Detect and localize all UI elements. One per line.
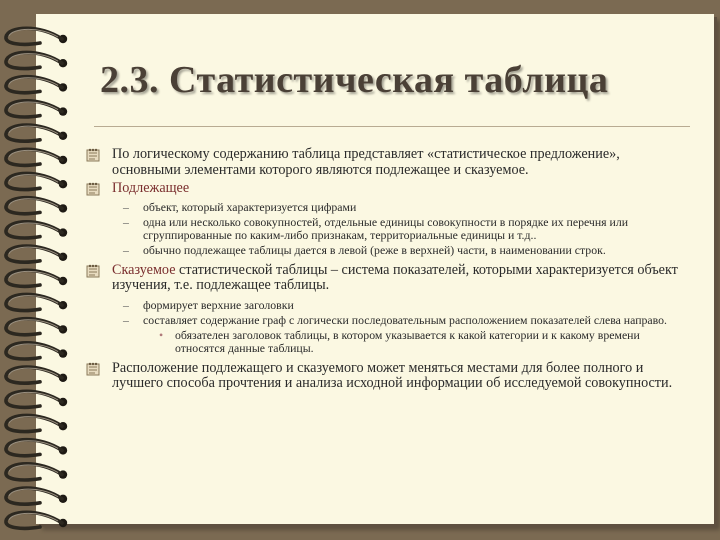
sub-item-text: одна или несколько совокупностей, отдельные единицы совокупности в порядке их перечня или сгруппированные по каким-либо признакам, территориальные единицы и т.д.. [143, 214, 629, 242]
sub-sub-item: • обязателен заголовок таблицы, в котором указывается к какой категории и к какому времени относятся данные таблицы. [159, 327, 640, 355]
binding-ring [6, 149, 67, 165]
notepad-bullet-icon [86, 148, 101, 162]
spiral-binding [0, 0, 80, 540]
bullet-item [86, 263, 692, 294]
binding-ring [6, 222, 67, 238]
binding-ring [6, 464, 67, 480]
sub-item: – одна или несколько совокупностей, отдельные единицы совокупности в порядке их перечня или сгруппированные по каким-либо признакам, территориальные единицы и т.д.. [123, 214, 629, 242]
binding-ring [6, 343, 67, 359]
bullet-text: По логическому содержанию таблица представляет «статистическое предложение», основными элементами которого являются подлежащее и сказуемое. [112, 146, 620, 178]
binding-ring [6, 391, 67, 407]
bullet-item [86, 147, 692, 178]
sub-sub-item-text: обязателен заголовок таблицы, в котором указывается к какой категории и к какому времени относятся данные таблицы. [175, 327, 640, 355]
bullet-text: Расположение подлежащего и сказуемого может меняться местами для более полного и лучшего способа прочтения и анализа исходной информации об исследуемой совокупности. [112, 359, 673, 391]
sub-item: – обычно подлежащее таблицы дается в левой (реже в верхней) части, в наименовании строк. [123, 242, 606, 257]
notepad-bullet-icon [86, 264, 101, 278]
binding-ring [6, 28, 67, 44]
sub-item: – формирует верхние заголовки [123, 297, 294, 312]
sub-item: – составляет содержание граф с логически последовательным расположением показателей слева направо. [123, 312, 667, 327]
slide-title: 2.3. Статистическая таблица [100, 59, 609, 101]
binding-ring [6, 125, 67, 141]
binding-ring [6, 440, 67, 456]
binding-ring [6, 246, 67, 262]
binding-ring [6, 101, 67, 117]
binding-ring [6, 367, 67, 383]
bullet-text: статистической таблицы – система показателей, которыми характеризуется объект изучения, т.е. подлежащее таблицы. [112, 261, 678, 293]
sub-item-text: составляет содержание граф с логически последовательным расположением показателей слева направо. [143, 312, 667, 327]
term-highlight: Подлежащее [112, 180, 190, 196]
sub-item: – объект, который характеризуется цифрами [123, 199, 357, 214]
sub-item-text: формирует верхние заголовки [143, 297, 294, 312]
sub-item-text: обычно подлежащее таблицы дается в левой (реже в верхней) части, в наименовании строк. [143, 242, 606, 257]
binding-ring [6, 77, 67, 93]
binding-ring [6, 319, 67, 335]
binding-ring [6, 198, 67, 214]
binding-ring [6, 294, 67, 310]
binding-ring [6, 415, 67, 431]
notepad-bullet-icon [86, 182, 101, 196]
notepad-bullet-icon [86, 362, 101, 376]
binding-ring [6, 488, 67, 504]
bullet-item [86, 361, 692, 392]
slide-body [86, 147, 692, 392]
term-highlight: Сказуемое [112, 261, 176, 278]
binding-ring [6, 270, 67, 286]
binding-ring [6, 52, 67, 68]
bullet-item [86, 181, 692, 197]
title-divider [94, 126, 690, 127]
sub-item-text: объект, который характеризуется цифрами [143, 199, 357, 214]
binding-ring [6, 173, 67, 189]
binding-ring [6, 512, 67, 528]
